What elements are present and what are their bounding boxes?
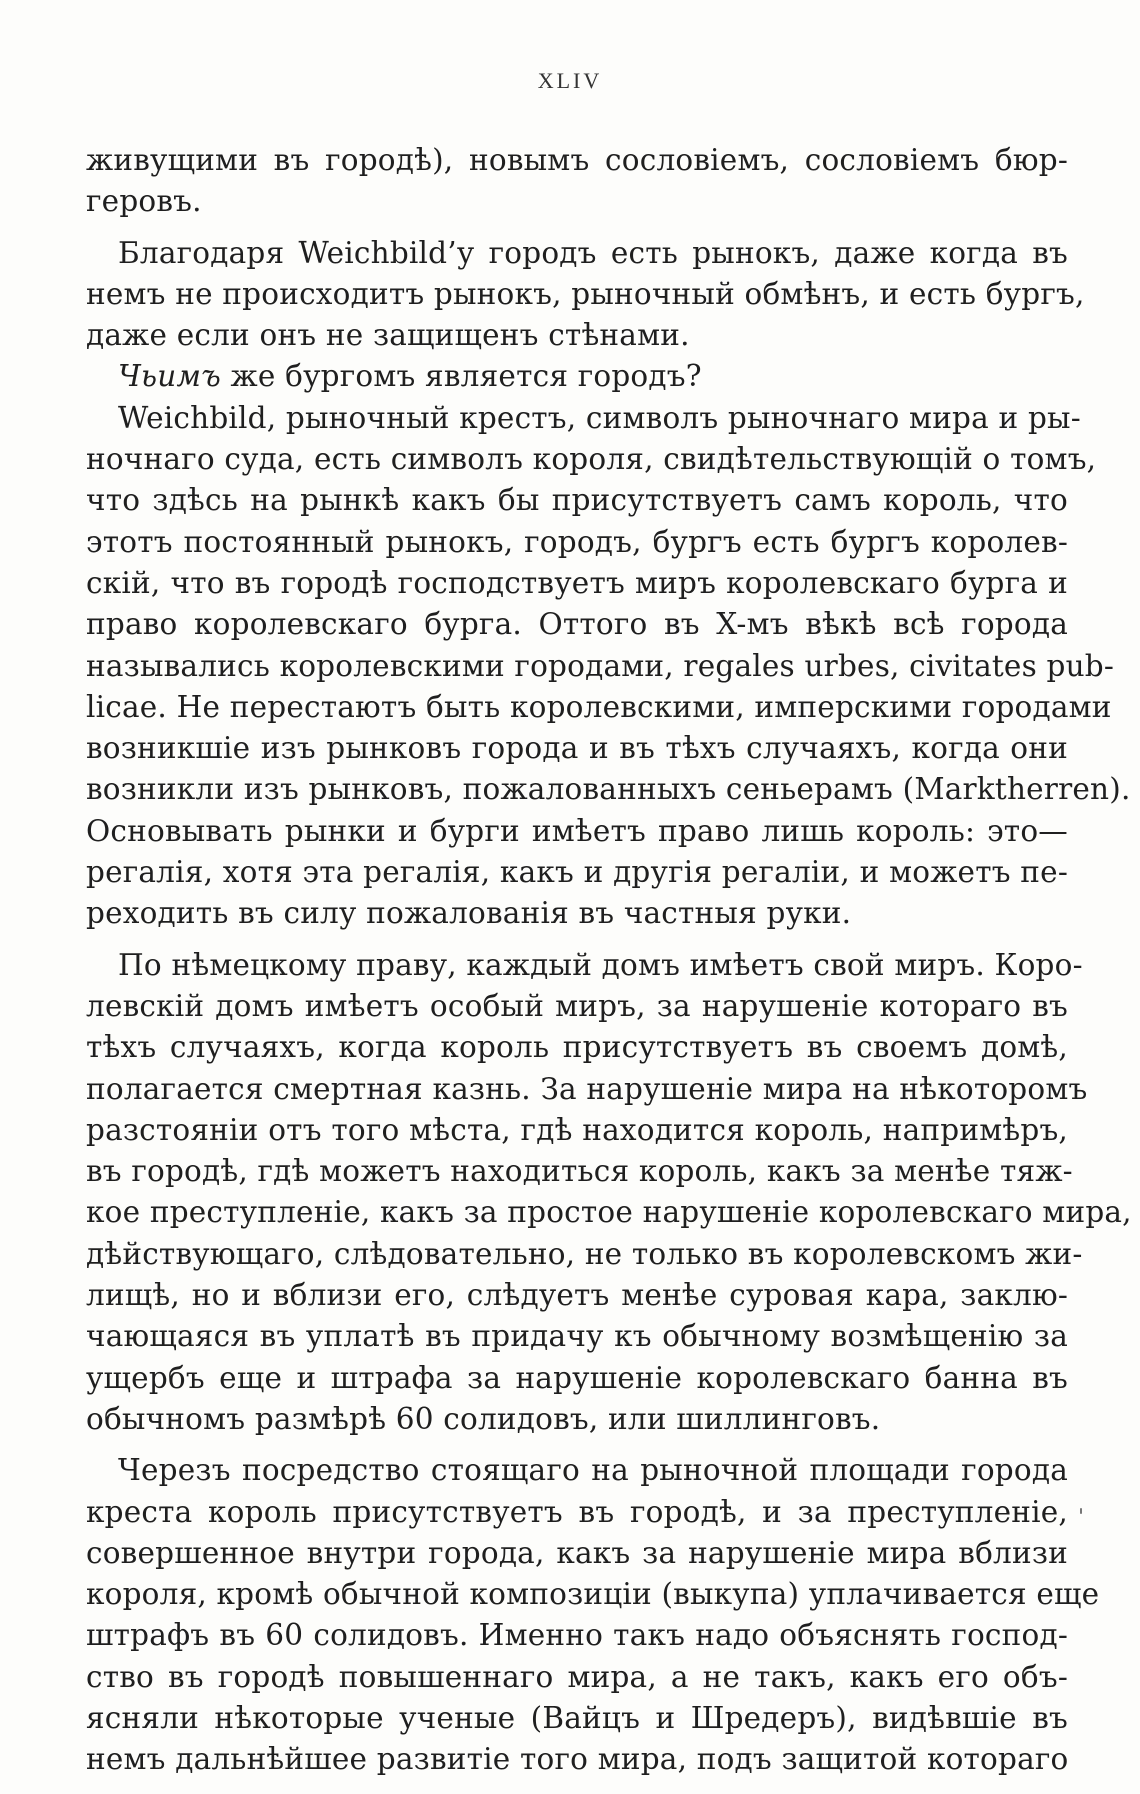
text-line: геровъ. — [86, 184, 202, 219]
text-line: возникшіе изъ рынковъ города и въ тѣхъ случаяхъ, когда они — [86, 731, 1068, 766]
text-line: что здѣсь на рынкѣ какъ бы присутствуетъ самъ король, что — [86, 483, 1068, 518]
paragraph-3 — [86, 398, 1131, 935]
paragraph-4 — [86, 945, 1132, 1441]
text-line: штрафъ въ 60 солидовъ. Именно такъ надо объяснять господ- — [86, 1618, 1068, 1653]
text-line: немъ не происходитъ рынокъ, рыночный обмѣнъ, и есть бургъ, — [86, 276, 1085, 311]
text-line: реходить въ силу пожалованія въ частныя руки. — [86, 896, 852, 931]
text-line: этотъ постоянный рынокъ, городъ, бургъ есть бургъ королев- — [86, 524, 1068, 559]
text-line: Благодаря Weichbild’у городъ есть рынокъ, даже когда въ — [118, 235, 1068, 270]
text-line: назывались королевскими городами, regales urbes, civitates pub- — [86, 648, 1115, 683]
text-line: въ городѣ, гдѣ можетъ находиться король, какъ за менѣе тяж- — [86, 1154, 1073, 1189]
italic-word: Чьимъ — [118, 359, 221, 394]
text-fragment: же бургомъ является городъ? — [220, 359, 702, 394]
text-line: Weichbild, рыночный крестъ, символъ рыночнаго мира и ры- — [118, 400, 1081, 435]
text-line: ство въ городѣ повышеннаго мира, а не такъ, какъ его объ- — [86, 1659, 1068, 1694]
text-line: ущербъ еще и штрафа за нарушеніе королевскаго банна въ — [86, 1360, 1068, 1395]
text-line: ночнаго суда, есть символъ короля, свидѣтельствующій о томъ, — [86, 442, 1097, 477]
text-line: Черезъ посредство стоящаго на рыночной площади города — [118, 1453, 1068, 1488]
text-line: совершенное внутри города, какъ за нарушеніе мира вблизи — [86, 1535, 1068, 1570]
text-line: возникли изъ рынковъ, пожалованныхъ сеньерамъ (Marktherren). — [86, 772, 1131, 807]
text-line: лищѣ, но и вблизи его, слѣдуетъ менѣе суровая кара, заклю- — [86, 1278, 1068, 1313]
text-line: живущими въ городѣ), новымъ сословіемъ, сословіемъ бюр- — [86, 143, 1068, 177]
text-line: левскій домъ имѣетъ особый миръ, за нарушеніе котораго въ — [86, 988, 1068, 1023]
text-line: Основывать рынки и бурги имѣетъ право лишь король: это— — [86, 813, 1068, 848]
text-line: По нѣмецкому праву, каждый домъ имѣетъ свой миръ. Коро- — [118, 947, 1083, 982]
paragraph-1 — [86, 233, 1085, 357]
text-line: дѣйствующаго, слѣдовательно, не только въ королевскомъ жи- — [86, 1236, 1083, 1271]
text-line: чающаяся въ уплатѣ въ придачу къ обычному возмѣщенію за — [86, 1319, 1068, 1354]
page-number: XLIV — [537, 68, 603, 93]
text-line: обычномъ размѣрѣ 60 солидовъ, или шиллинговъ. — [86, 1401, 881, 1436]
scan-speck — [1080, 1508, 1082, 1514]
text-line: кое преступленіе, какъ за простое нарушеніе королевскаго мира, — [86, 1195, 1132, 1230]
paragraph-0 — [86, 140, 1068, 223]
page-body — [86, 140, 1132, 1781]
paragraph-5 — [86, 1450, 1100, 1780]
text-line — [86, 356, 1068, 397]
text-line: даже если онъ не защищенъ стѣнами. — [86, 318, 690, 353]
text-line: регалія, хотя эта регалія, какъ и другія регаліи, и можетъ пе- — [86, 855, 1068, 890]
text-line: короля, кромѣ обычной композиціи (выкупа) уплачивается еще — [86, 1577, 1100, 1612]
text-line: ясняли нѣкоторые ученые (Вайцъ и Шредеръ), видѣвшіе въ — [86, 1700, 1068, 1735]
text-line: скій, что въ городѣ господствуетъ миръ королевскаго бурга и — [86, 565, 1068, 600]
text-line: немъ дальнѣйшее развитіе того мира, подъ защитой котораго — [86, 1742, 1069, 1777]
text-line: креста король присутствуетъ въ городѣ, и за преступленіе, — [86, 1494, 1068, 1529]
text-line: тѣхъ случаяхъ, когда король присутствуетъ въ своемъ домѣ, — [86, 1030, 1068, 1065]
paragraph-2 — [86, 356, 1068, 397]
text-line: разстояніи отъ того мѣста, гдѣ находится король, напримѣръ, — [86, 1112, 1068, 1147]
text-line: право королевскаго бурга. Оттого въ X-мъ вѣкѣ всѣ города — [86, 607, 1068, 642]
text-line: licae. Не перестаютъ быть королевскими, имперскими городами — [86, 689, 1112, 724]
text-line: полагается смертная казнь. За нарушеніе мира на нѣкоторомъ — [86, 1071, 1088, 1106]
